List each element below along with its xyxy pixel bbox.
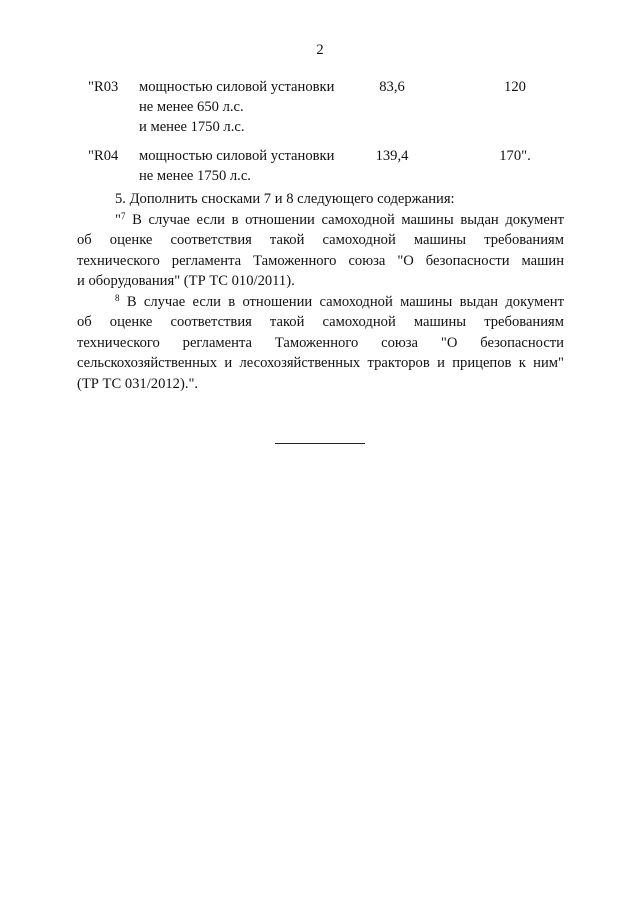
row-value-2: 170". <box>499 148 531 164</box>
footnote-7-line: об оценке соответствия такой самоходной машины требованиям <box>77 232 564 249</box>
row-value-1: 83,6 <box>379 79 405 95</box>
footnote-8 <box>77 292 564 394</box>
row-value-2: 120 <box>504 79 526 95</box>
footnote-8-text: В случае если в отношении самоходной машины выдан документ <box>119 294 564 310</box>
end-divider <box>275 443 365 444</box>
footnote-8-line: об оценке соответствия такой самоходной машины требованиям <box>77 314 564 331</box>
row-description <box>139 146 369 186</box>
footnote-7-line <box>77 210 564 230</box>
section-5-heading-block <box>77 189 564 209</box>
open-quote: " <box>115 212 121 228</box>
row-description-line: и менее 1750 л.с. <box>139 119 245 135</box>
row-description-line: не менее 1750 л.с. <box>139 168 251 184</box>
footnote-7 <box>77 210 564 292</box>
row-description <box>139 77 369 137</box>
footnote-8-line: сельскохозяйственных и лесохозяйственных тракторов и прицепов к ним" <box>77 355 564 372</box>
footnote-7-line: и оборудования" (ТР ТС 010/2011). <box>77 273 295 290</box>
row-code: "R03 <box>88 79 119 95</box>
row-description-line: не менее 650 л.с. <box>139 99 244 115</box>
page-number: 2 <box>316 42 324 58</box>
footnote-8-line: технического регламента Таможенного союза "О безопасности <box>77 334 564 351</box>
footnote-8-marker: 8 <box>115 293 120 303</box>
section-5-heading: 5. Дополнить сносками 7 и 8 следующего содержания: <box>115 191 455 207</box>
footnote-8-line: (ТР ТС 031/2012).". <box>77 375 199 392</box>
row-code: "R04 <box>88 148 119 164</box>
row-description-line: мощностью силовой установки <box>139 79 335 95</box>
footnote-8-line <box>77 292 564 312</box>
row-value-1: 139,4 <box>375 148 409 164</box>
footnote-7-line: технического регламента Таможенного союза "О безопасности машин <box>77 252 564 269</box>
footnote-7-text: В случае если в отношении самоходной машины выдан документ <box>125 212 564 228</box>
row-description-line: мощностью силовой установки <box>139 148 335 164</box>
footnote-7-marker: 7 <box>120 211 126 221</box>
